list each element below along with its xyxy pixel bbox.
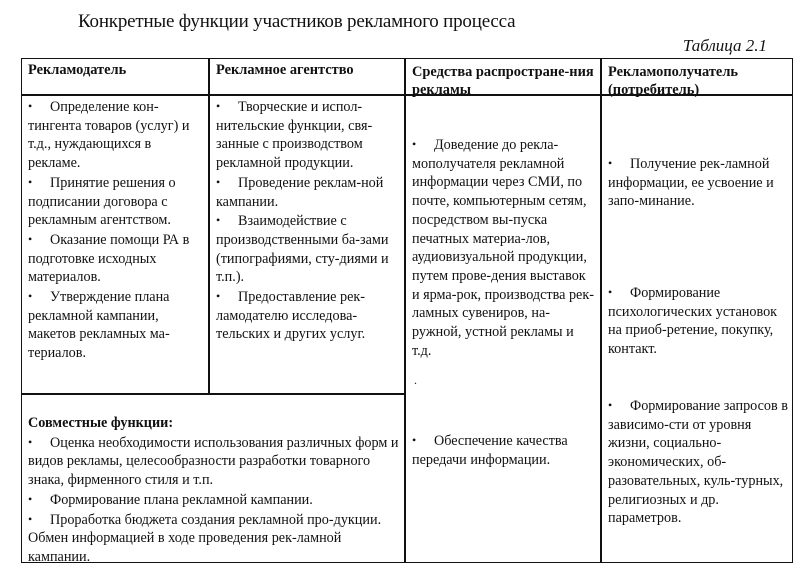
bullet-icon: • <box>28 99 33 113</box>
consumer-cell-item-2 <box>602 283 792 359</box>
item-text: Утверждение плана рекламной кампании, макетов рекламных ма-териалов. <box>28 289 170 362</box>
item-text: Оказание помощи РА в подготовке исходных материалов. <box>28 231 190 286</box>
list-item <box>412 135 596 360</box>
item-text: Формирование плана рекламной кампании. <box>50 491 313 508</box>
header-advertiser: Рекламодатель <box>28 62 127 78</box>
bullet-icon: • <box>216 99 221 113</box>
item-text: Оценка необходимости использования различных форм и видов рекламы, целесообразности разработки товарного знака, фирменного стиля и т.п. <box>28 434 399 489</box>
list-item <box>28 510 400 567</box>
list-item <box>608 396 788 528</box>
media-cell-item-2 <box>406 431 600 469</box>
item-text: Доведение до рекла-мополучателя рекламной информации через СМИ, по почте, компьютерным сетям, посредством вы-пуска печатных материа-лов, аудиовизуальной продукции, путем прове-дения выставок и ярма-рок, производства рек-ламных сувениров, на-ружной, устной рекламы и т.д. <box>412 137 594 359</box>
functions-table <box>21 58 793 563</box>
list-item <box>28 97 204 173</box>
list-item <box>28 287 204 363</box>
bullet-icon: • <box>216 213 221 228</box>
list-item <box>28 230 204 287</box>
item-text: Взаимодействие с производственными ба-зами (типографиями, сту-диями и т.п.). <box>216 213 389 286</box>
item-text: Проведение реклам-ной кампании. <box>216 174 384 210</box>
joint-functions-cell <box>22 414 404 567</box>
header-media: Средства распростране-ния рекламы <box>412 64 594 98</box>
bullet-icon: • <box>608 398 613 412</box>
document-title: Конкретные функции участников рекламного процесса <box>78 11 516 32</box>
media-cell-item-1 <box>406 135 600 360</box>
item-text: Творческие и испол-нительские функции, свя-занные с производством рекламной продукции. <box>216 99 373 172</box>
bullet-icon: • <box>28 289 33 304</box>
table-number-label: Таблица 2.1 <box>682 36 767 55</box>
list-item <box>608 154 788 211</box>
list-item <box>216 97 400 173</box>
list-item <box>216 287 400 344</box>
advertiser-cell <box>22 97 208 363</box>
list-item <box>28 433 400 490</box>
list-item <box>28 173 204 230</box>
item-text: Получение рек-ламной информации, ее усвоение и запо-минание. <box>608 156 774 210</box>
joint-row-divider <box>22 393 405 395</box>
item-text: Проработка бюджета создания рекламной про-дукции. Обмен информацией в ходе проведения рек-ламной кампании. <box>28 511 382 565</box>
list-item <box>608 283 788 359</box>
item-text: Определение кон-тингента товаров (услуг) и т.д., нуждающихся в рекламе. <box>28 99 190 172</box>
bullet-icon: • <box>608 156 613 170</box>
bullet-icon: • <box>412 137 417 151</box>
joint-functions-title: Совместные функции: <box>28 415 174 431</box>
agency-cell <box>210 97 404 344</box>
list-item <box>216 211 400 287</box>
bullet-icon: • <box>28 491 33 506</box>
list-item <box>28 490 400 510</box>
bullet-icon: • <box>28 434 33 449</box>
bullet-icon: • <box>216 174 221 189</box>
item-text: Формирование запросов в зависимо-сти от уровня жизни, социально-экономических, об-разовательных, куль-турных, религиозных и др. параметров. <box>608 398 788 527</box>
bullet-icon: • <box>28 231 33 246</box>
item-text: Принятие решения о подписании договора с рекламным агентством. <box>28 174 176 229</box>
stray-period-mark: . <box>414 373 417 387</box>
bullet-icon: • <box>28 511 33 526</box>
bullet-icon: • <box>28 174 33 189</box>
list-item <box>216 173 400 211</box>
consumer-cell-item-3 <box>602 396 792 528</box>
bullet-icon: • <box>216 289 221 304</box>
consumer-cell-item-1 <box>602 154 792 211</box>
header-agency: Рекламное агентство <box>216 62 354 78</box>
item-text: Формирование психологических установок на приоб-ретение, покупку, контакт. <box>608 285 778 358</box>
item-text: Обеспечение качества передачи информации. <box>412 433 568 468</box>
bullet-icon: • <box>412 433 417 447</box>
header-consumer: Рекламополучатель (потребитель) <box>608 64 738 98</box>
bullet-icon: • <box>608 285 613 299</box>
item-text: Предоставление рек-ламодателю исследова-тельских и других услуг. <box>216 289 366 343</box>
list-item <box>412 431 596 469</box>
